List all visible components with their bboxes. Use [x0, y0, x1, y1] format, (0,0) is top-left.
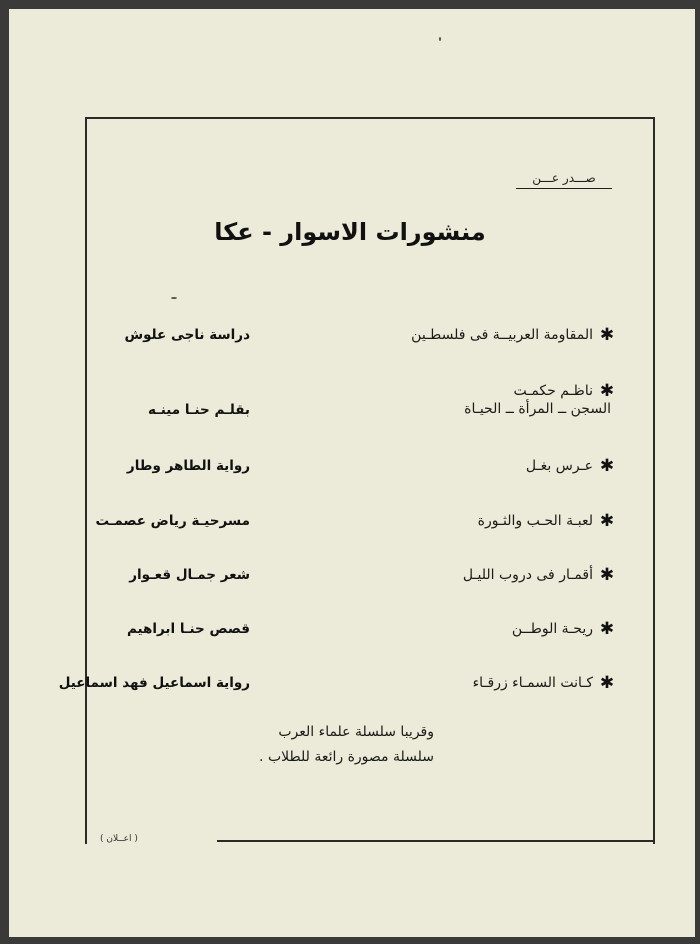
book-author: مسرحيـة رياض عصمـت — [95, 513, 250, 529]
book-title: كـانت السمـاء زرقـاء — [472, 675, 593, 691]
book-author: دراسة ناجى علوش — [124, 327, 250, 343]
book-title: المقاومة العربيــة فى فلسطـين — [411, 327, 593, 343]
book-title: ريحـة الوطــن — [511, 621, 593, 637]
publisher-title: منشورات الاسوار - عكا — [214, 218, 486, 246]
coming-soon-line — [0, 745, 700, 771]
book-author: بقلـم حنـا مينـه — [147, 402, 250, 418]
paper-speck — [171, 297, 177, 299]
book-entry — [0, 616, 700, 642]
book-entry — [0, 322, 700, 348]
book-entry — [0, 508, 700, 534]
issued-by-label: صـــدر عـــن — [516, 171, 612, 189]
book-title: لعبـة الحـب والثـورة — [477, 513, 593, 529]
advert-label: ( اعــلان ) — [100, 834, 138, 844]
book-author: رواية الطاهر وطار — [126, 458, 250, 474]
book-title: ناظـم حكمـت — [513, 383, 593, 399]
asterisk-bullet-icon: ✱ — [599, 511, 615, 531]
book-entry-subline — [0, 397, 700, 423]
book-author: قصص حنـا ابراهيم — [126, 621, 250, 637]
book-entry — [0, 562, 700, 588]
coming-soon-line — [0, 720, 700, 746]
asterisk-bullet-icon: ✱ — [599, 565, 615, 585]
coming-soon-series: وقريبا سلسلة علماء العرب — [278, 724, 434, 740]
asterisk-bullet-icon: ✱ — [599, 325, 615, 345]
book-title: أقمـار فى دروب الليـل — [462, 567, 593, 583]
book-title: عـرس بغـل — [525, 458, 593, 474]
asterisk-bullet-icon: ✱ — [599, 456, 615, 476]
book-entry — [0, 670, 700, 696]
asterisk-bullet-icon: ✱ — [599, 381, 615, 401]
asterisk-bullet-icon: ✱ — [599, 619, 615, 639]
coming-soon-description: سلسلة مصورة رائعة للطلاب . — [259, 749, 434, 765]
frame-bottom-rule — [217, 840, 654, 842]
paper-speck — [439, 37, 441, 41]
book-author: رواية اسماعيل فهد اسماعيل — [58, 675, 250, 691]
asterisk-bullet-icon: ✱ — [599, 673, 615, 693]
book-author: شعر جمـال قعـوار — [129, 567, 250, 583]
book-entry — [0, 453, 700, 479]
book-subtitle: السجن ــ المرأة ــ الحيـاة — [464, 401, 611, 417]
